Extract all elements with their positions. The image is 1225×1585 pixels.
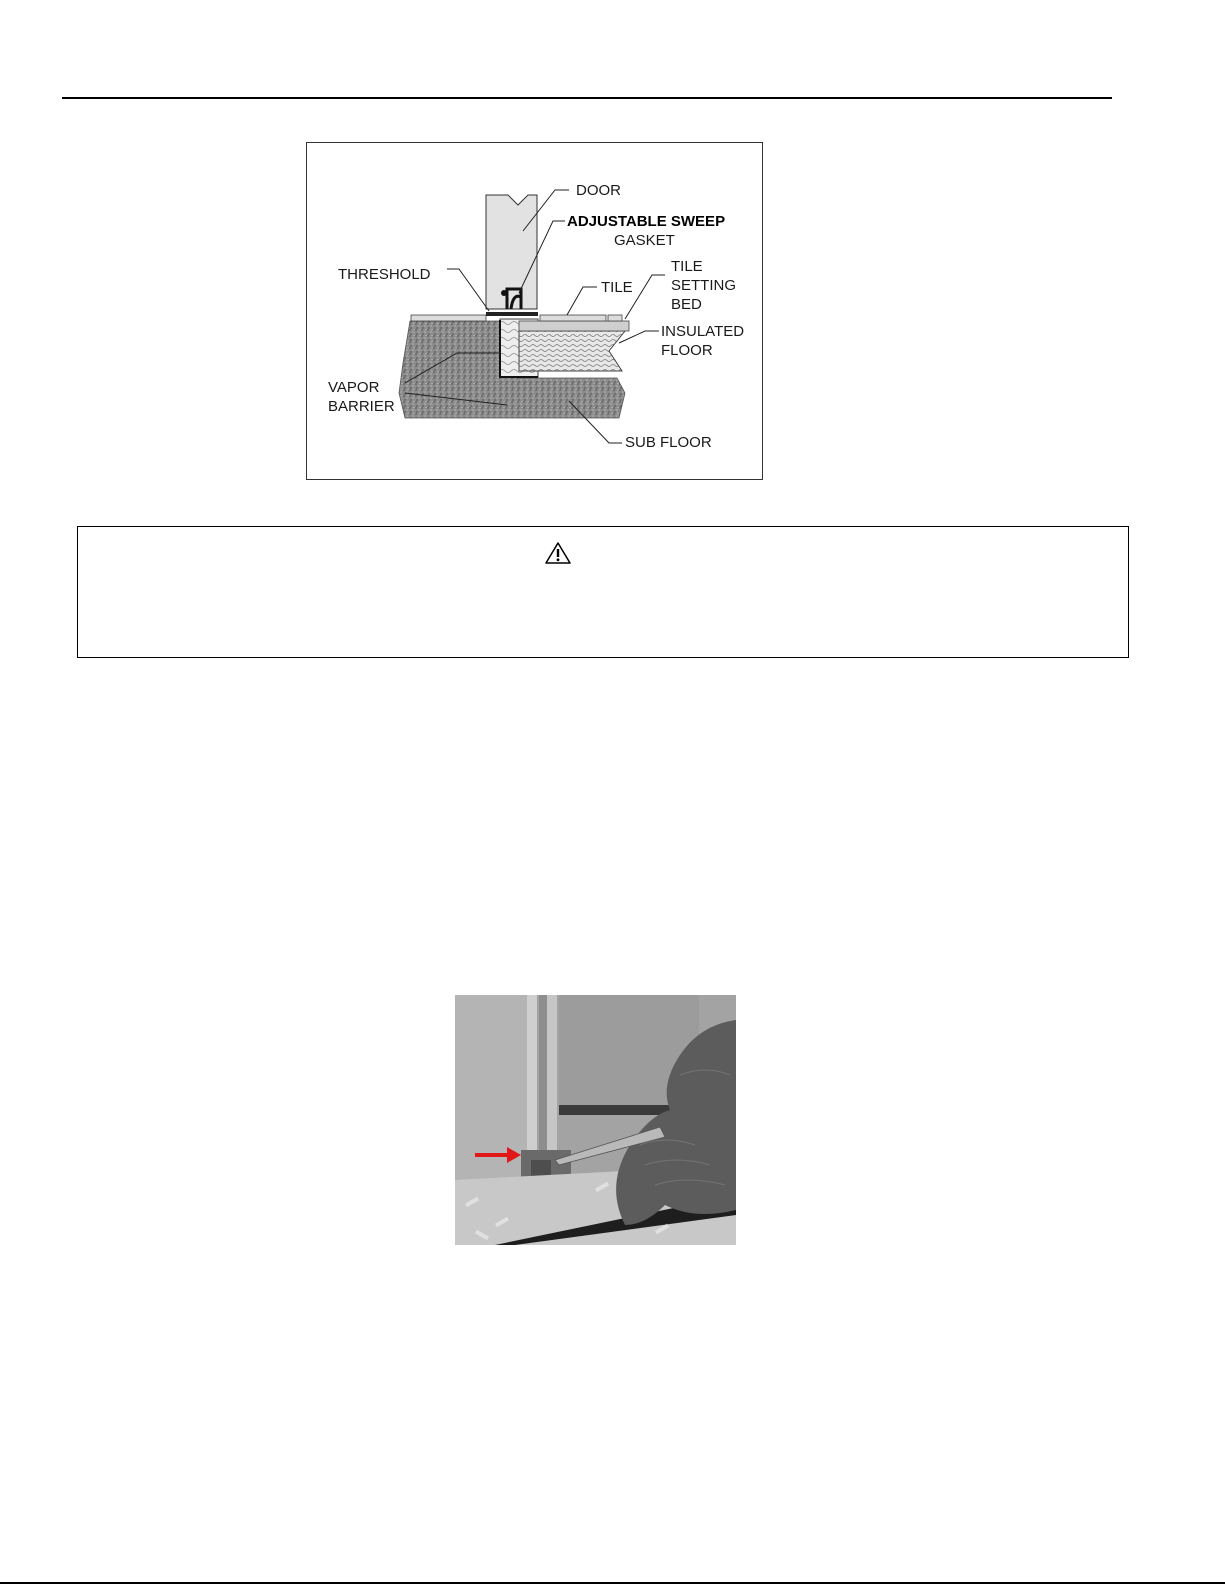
door-shape: [486, 195, 537, 309]
footer-rule: [0, 1582, 1225, 1584]
warning-triangle-icon: [544, 541, 572, 570]
label-tile-bed-2: SETTING: [671, 277, 737, 294]
red-arrow-icon: [475, 1147, 523, 1163]
tile-left: [411, 315, 486, 321]
threshold-plate: [486, 312, 538, 316]
door-sweep-photo: [455, 995, 736, 1245]
tile-right-2: [608, 315, 622, 321]
tile-right-1: [540, 315, 606, 321]
label-vapor-2: BARRIER: [328, 398, 395, 415]
label-tile-bed-3: BED: [671, 296, 702, 313]
insulated-floor-shape: [519, 331, 625, 371]
threshold-cross-section: [307, 143, 764, 481]
threshold-diagram: [306, 142, 763, 480]
label-sub-floor: SUB FLOOR: [625, 434, 712, 451]
label-sweep-line2: GASKET: [614, 232, 675, 249]
label-vapor-1: VAPOR: [328, 379, 380, 396]
label-door: DOOR: [576, 182, 621, 199]
warning-box: [77, 526, 1129, 658]
label-tile: TILE: [601, 279, 633, 296]
label-threshold: THRESHOLD: [338, 266, 431, 283]
label-sweep-line1: ADJUSTABLE SWEEP: [567, 213, 726, 230]
label-insulated-1: INSULATED: [661, 323, 745, 340]
label-tile-bed-1: TILE: [671, 258, 703, 275]
tile-setting-bed: [519, 321, 629, 331]
header-rule: [62, 97, 1112, 99]
label-insulated-2: FLOOR: [661, 342, 713, 359]
